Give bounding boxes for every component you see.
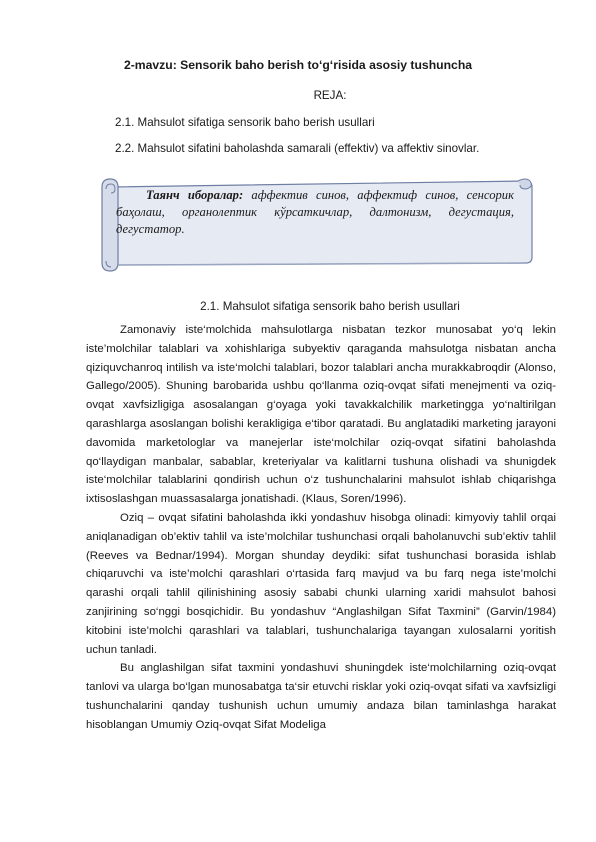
plan-item: 2.1. Mahsulot sifatiga sensorik baho berish usullari [115, 116, 375, 129]
paragraph: Bu anglashilgan sifat taxmini yondashuvi shuningdek iste‘molchilarning oziq-ovqat tanlovi va ularga bo‘lgan munosabatga ta‘sir etuvchi risklar yoki oziq-ovqat sifati va xavfsizligi tushunchalarini qanday tushunish uchun umumiy andaza bilan taminlashga harakat hisoblangan Umumiy Oziq-ovqat Sifat Modeliga [86, 662, 556, 731]
paragraph: Oziq – ovqat sifatini baholashda ikki yondashuv hisobga olinadi: kimyoviy tahlil orqai aniqlanadigan ob’ektiv tahlil va iste’molchilar tushunchasi orqali baholanuvchi sub’ektiv tahlil (Reeves va Bednar/1994). Morgan shunday deydiki: sifat tushunchasi borasida ishlab chiqaruvchi va iste’molchi qarashlari o‘rtasida farq mavjud va bu farq nega iste’molchi qarashi orqali tahlil qilinishining asosiy sababi chunki ularning xaridi mahsulot bahosi zanjirining so‘nggi bosqichidir. Bu yondashuv “Anglashilgan Sifat Taxmini” (Garvin/1984) kitobini iste’molchi qarashlari va talablari, tushunchalariga tayangan xulosalarni yoritish uchun tanladi. [86, 511, 556, 656]
paragraph: Zamonaviy iste‘molchida mahsulotlarga nisbatan tezkor munosabat yo‘q lekin iste’molchilar talablari va xohishlariga subyektiv qaraganda mahsulotga nisbatan ancha qiziquvchanroq intilish va iste‘molchi talablari, bozor talablari ancha murakkabroqdir (Alonso, Gallego/2005). Shuning barobarida ushbu qo‘llanma oziq-ovqat sifati menejmenti va oziq-ovqat xavfsizligiga asosalangan g‘oyaga yoki tavakkalchilik marketingga yo‘naltirilgan qarashlarga asoslangan bolishi kerakligiga e‘tibor qaratadi. Bu anglatadiki marketing jarayoni davomida marketologlar va manejerlar iste‘molchilar oziq-ovqat sifatini baholashda qo‘llaydigan manbalar, sabablar, kreteriyalar va kalitlarni tushuna olishadi va shunigdek iste‘molchilar talablarini qondirish uchun o‘z tushunchalarini mahsulot ishlab chiqarishga ixtisoslashgan muassasalarga jonatishadi. (Klaus, Soren/1996). [86, 324, 556, 506]
section-body [86, 321, 556, 735]
keywords-scroll-box [98, 175, 534, 275]
keywords-list: аффектив синов, аффектиф синов, сенсорик баҳолаш, органолептик кўрсаткичлар, далтонизм, дегустация, дегустатор. [116, 188, 514, 236]
plan-item: 2.2. Mahsulot sifatini baholashda samarali (effektiv) va affektiv sinovlar. [115, 142, 480, 155]
section-heading: 2.1. Mahsulot sifatiga sensorik baho berish usullari [200, 300, 460, 313]
plan-heading: REJA: [313, 89, 347, 102]
page-title: 2-mavzu: Sensorik baho berish to‘g‘risida asosiy tushuncha [123, 58, 473, 72]
keywords-text-block [116, 187, 514, 238]
keywords-label: Таянч иборалар: [146, 188, 244, 202]
